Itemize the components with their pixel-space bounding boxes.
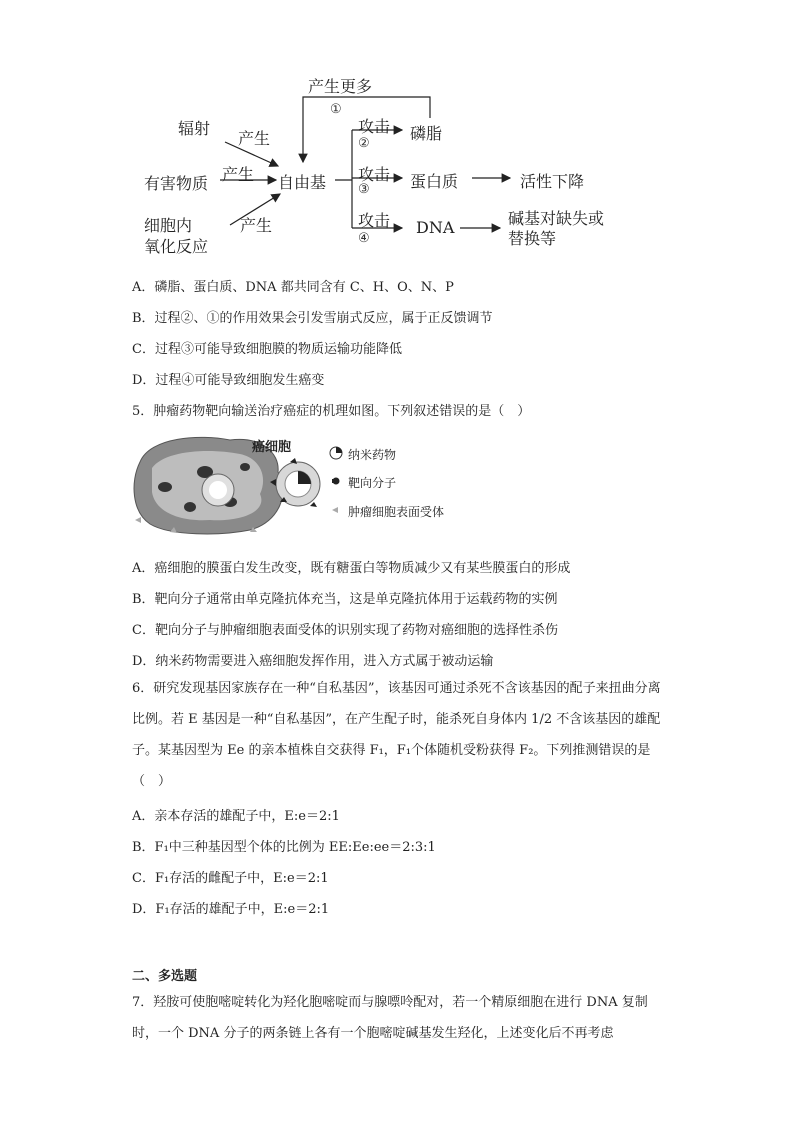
radiation-label: 辐射: [178, 119, 211, 138]
q4-option-c: C．过程③可能导致细胞膜的物质运输功能降低: [132, 342, 402, 357]
q4-option-b: B．过程②、①的作用效果会引发雪崩式反应，属于正反馈调节: [132, 311, 493, 326]
phospholipid-label: 磷脂: [410, 124, 443, 143]
q7-stem: 7．羟胺可使胞嘧啶转化为羟化胞嘧啶而与腺嘌呤配对，若一个精原细胞在进行 DNA 复制时，一个 DNA 分子的两条链上各有一个胞嘧啶碱基发生羟化，上述变化后不再考虑: [132, 995, 648, 1041]
attack-label-1: 攻击: [358, 117, 391, 136]
cell-oxidation-line2: 氧化反应: [144, 237, 209, 256]
base-change-line1: 碱基对缺失或: [508, 209, 605, 228]
base-change-line2: 替换等: [508, 229, 557, 248]
protein-label: 蛋白质: [410, 172, 459, 191]
step-1-label: ①: [330, 102, 342, 117]
section-heading-multiple-choice: 二、多选题: [132, 969, 198, 984]
free-radical-diagram: [130, 70, 630, 260]
activity-drop-label: 活性下降: [520, 172, 585, 191]
q4-option-d: D．过程④可能导致细胞发生癌变: [132, 373, 325, 388]
q6-stem: 6．研究发现基因家族存在一种“自私基因”，该基因可通过杀死不含该基因的配子来扭曲分离比例。若 E 基因是一种“自私基因”，在产生配子时，能杀死自身体内 1/2 不含该基因的雄配子。某基因型为 Ee 的亲本植株自交获得 F₁，F₁个体随机受粉获得 F₂。下列推测错误的是（ ）: [132, 681, 661, 789]
produce-label-3: 产生: [240, 216, 273, 235]
cancer-cell-title: 癌细胞: [252, 440, 292, 455]
free-radical-label: 自由基: [278, 173, 327, 192]
q5-option-c: C．靶向分子与肿瘤细胞表面受体的识别实现了药物对癌细胞的选择性杀伤: [132, 623, 558, 638]
step-2-label: ②: [358, 136, 370, 151]
legend-nano-drug: 纳米药物: [348, 448, 397, 462]
q6-option-a: A．亲本存活的雄配子中，E:e＝2:1: [132, 809, 340, 824]
cancer-cell-illustration: [130, 432, 470, 540]
q6-option-b: B．F₁中三种基因型个体的比例为 EE:Ee:ee＝2:3:1: [132, 840, 436, 855]
cell-oxidation-line1: 细胞内: [144, 216, 193, 235]
q5-option-a: A．癌细胞的膜蛋白发生改变，既有糖蛋白等物质减少又有某些膜蛋白的形成: [132, 561, 571, 576]
legend-target-molecule: 靶向分子: [348, 476, 397, 490]
more-produced-label: 产生更多: [308, 77, 373, 96]
attack-label-2: 攻击: [358, 165, 391, 184]
q6-option-c: C．F₁存活的雌配子中，E:e＝2:1: [132, 871, 329, 886]
step-4-label: ④: [358, 231, 370, 246]
q6-option-d: D．F₁存活的雄配子中，E:e＝2:1: [132, 902, 330, 917]
attack-label-3: 攻击: [358, 211, 391, 230]
cancer-cell-figure: [130, 432, 470, 540]
q4-option-a: A．磷脂、蛋白质、DNA 都共同含有 C、H、O、N、P: [132, 280, 454, 295]
harmful-substance-label: 有害物质: [144, 174, 209, 193]
legend-tumor-receptor: 肿瘤细胞表面受体: [348, 505, 445, 519]
produce-label-2: 产生: [222, 165, 255, 184]
q5-option-b: B．靶向分子通常由单克隆抗体充当，这是单克隆抗体用于运载药物的实例: [132, 592, 558, 607]
q5-stem: 5．肿瘤药物靶向输送治疗癌症的机理如图。下列叙述错误的是（ ）: [132, 404, 531, 419]
q5-option-d: D．纳米药物需要进入癌细胞发挥作用，进入方式属于被动运输: [132, 654, 494, 669]
dna-label: DNA: [416, 218, 455, 237]
step-3-label: ③: [358, 182, 370, 197]
produce-label-1: 产生: [238, 129, 271, 148]
